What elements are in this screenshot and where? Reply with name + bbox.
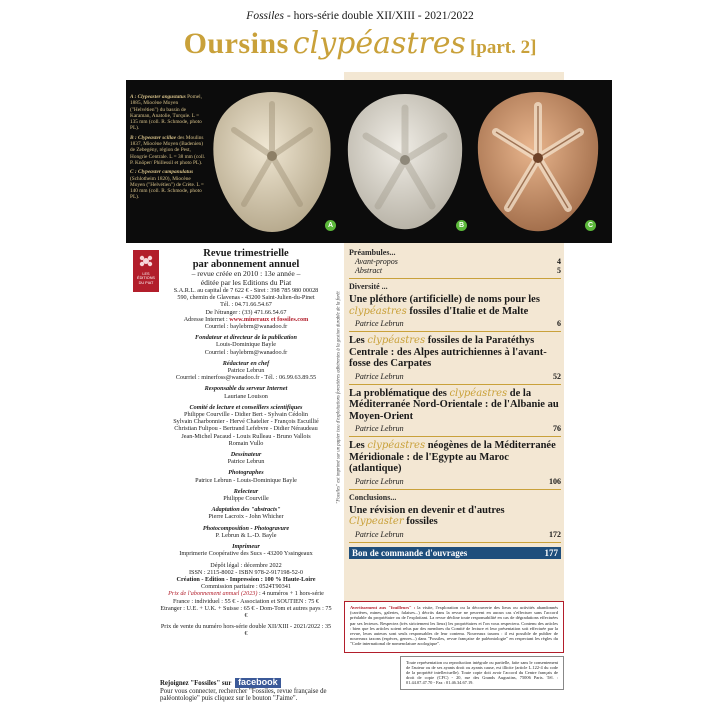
committee-heading: Comité de lecture et conseillers scientifiques bbox=[189, 403, 303, 411]
abstracts-names: Pierre Lacroix - John Whicher bbox=[208, 513, 284, 521]
website: Adresse Internet : www.mineraux et fossiles.com bbox=[183, 315, 309, 323]
committee-line: Romain Vullo bbox=[228, 439, 264, 447]
diversity-heading: Diversité ... bbox=[349, 282, 388, 291]
title-part: [part. 2] bbox=[469, 37, 537, 58]
toc-entry-avant-propos[interactable]: Avant-propos 4 bbox=[355, 257, 561, 266]
badge-a: A bbox=[325, 220, 336, 231]
founder-name: Louis-Dominique Bayle bbox=[216, 341, 276, 349]
committee-line: Jean-Michel Pacaud - Louis Rulleau - Bruno Vallois bbox=[181, 432, 311, 440]
facebook-join: Rejoignez "Fossiles" sur bbox=[160, 680, 232, 687]
server-heading: Responsable du serveur Internet bbox=[204, 385, 288, 393]
toc-article-title[interactable]: Une pléthore (artificielle) de noms pour les clypéastres fossiles d'Italie et de Malte bbox=[349, 294, 540, 317]
conclusion-heading: Conclusions... bbox=[349, 492, 397, 502]
caption-b: B : Clypeaster scillae des Moulins 1837, Miocène Moyen (Badenien) de Zebegény, région de Pest, Hongrie Centrale. L = 38 mm (coll. P. Knöper/ Phillessil et photo PL). bbox=[130, 134, 206, 166]
email-1: Courriel : baylebrm@wanadoo.fr bbox=[204, 323, 288, 331]
badge-c: C bbox=[585, 220, 596, 231]
issue-header bbox=[0, 10, 720, 22]
caption-a: A : Clypeaster angustatus Pomel, 1885, Miocène Moyen ("Helvétien") du bassin de Karaman, Anatolie, Turquie. L = 135 mm (coll. R. Schmode, photo PL). bbox=[130, 94, 202, 132]
toc-order-form[interactable]: Bon de commande d'ouvrages 177 bbox=[349, 547, 561, 559]
preamble-heading: Préambules... bbox=[349, 248, 396, 257]
address: 590, chemin de Glavenas - 43200 Saint-Julien-du-Pinet bbox=[177, 294, 315, 302]
facebook-text: Pour vous connecter, rechercher "Fossiles, revue française de paléontologie" puis cliquez sur le bouton "J'aime". bbox=[160, 687, 327, 703]
publisher-logo bbox=[133, 250, 159, 292]
printer-name: Imprimerie Coopérative des Sucs - 43200 Yssingeaux bbox=[179, 550, 313, 558]
price-france: France : individuel : 55 € - Association et SOUTIEN : 75 € bbox=[172, 597, 320, 605]
fossil-photo-b bbox=[342, 86, 468, 236]
toc-article-title[interactable]: La problématique des clypéastres de la Méditerranée Nord-Orientale : de l'Albanie au Moyen-Orient bbox=[349, 387, 559, 422]
facebook-block bbox=[160, 678, 332, 703]
chief-name: Patrice Lebrun bbox=[227, 367, 265, 375]
email-2: Courriel : baylebrm@wanadoo.fr bbox=[204, 348, 288, 356]
review-created: – revue créée en 2010 : 13e année – bbox=[191, 269, 301, 278]
server-name: Lauriane Louison bbox=[224, 392, 268, 400]
telephone: Tél. : 04.71.66.54.67 bbox=[220, 301, 272, 309]
toc-article-author: Patrice Lebrun 52 bbox=[349, 372, 561, 385]
subscription-price: Prix de l'abonnement annuel (2023) : 4 numéros + 1 hors-série bbox=[168, 590, 324, 598]
facebook-icon[interactable]: facebook bbox=[235, 678, 281, 688]
proofreader-name: Philippe Courville bbox=[223, 495, 269, 503]
caption-c: C : Clypeaster campanulatus (Schlotheim 1820), Miocène Moyen ("Helvétien") de Crète. L = 140 mm (coll. R. Schmode, photo PL). bbox=[130, 169, 204, 201]
toc-conclusion-author: Patrice Lebrun 172 bbox=[349, 530, 561, 543]
photographers-names: Patrice Lebrun - Louis-Dominique Bayle bbox=[195, 476, 297, 484]
magazine-name: Fossiles bbox=[246, 10, 284, 22]
founder-heading: Fondateur et directeur de la publication bbox=[195, 334, 297, 342]
review-publisher: éditée par les Editions du Piat bbox=[200, 277, 292, 287]
designer-name: Patrice Lebrun bbox=[227, 458, 265, 466]
toc-article-author: Patrice Lebrun 106 bbox=[349, 477, 561, 490]
flower-icon bbox=[133, 250, 159, 272]
photocomp-heading: Photocomposition - Photogravure bbox=[202, 524, 290, 532]
toc-conclusion-title[interactable]: Une révision en devenir et d'autres Clypeaster fossiles bbox=[349, 504, 505, 527]
designer-heading: Dessinateur bbox=[230, 451, 262, 459]
website-link[interactable]: www.mineraux et fossiles.com bbox=[229, 315, 309, 323]
commission: Commission paritaire : 0524T90341 bbox=[201, 583, 291, 591]
logo-text: LES ÉDITIONS DU PIAT bbox=[137, 272, 155, 285]
fossil-photo-a bbox=[208, 86, 336, 236]
sarl-info: S.A.R.L. au capital de 7 622 € - Siret : 398 785 980 00028 bbox=[173, 287, 319, 294]
proofreader-heading: Relecteur bbox=[233, 487, 259, 495]
photocomp-names: P. Lebrun & L.-D. Bayle bbox=[215, 531, 277, 539]
warning-notice: Avertissement aux "fouilleurs" : la visite, l'exploration ou la découverte des lieux ou activités abandonnés (carrières, mines, galeries, falaises...) décrits dans la revue ne peuvent en aucun cas s'effectuer sans l'accord préalable du propriétaire ou de l'exploitant. La revue décline toute responsabilité en cas de dégradations effectuées par ses lecteurs. Respectez (très strictement les lieux) les propriétaires et l'on vous respectera. Contenu des articles : bien que les articles soient relus par des membres du Comité de lecture et leur présentation soit effectuée par la revue, leurs auteurs sont seuls responsables de leur contenu. Nouveaux taxons : il est possible de publier de nouveaux taxons (espèces, genres...) dans "Fossiles, revue française de paléontologie" en respectant les règles du "Code international de nomenclature zoologique". bbox=[344, 601, 564, 653]
printer-heading: Imprimeur bbox=[232, 543, 260, 551]
creation-line: Création - Edition - Impression : 100 % Haute-Loire bbox=[176, 575, 316, 583]
legal-deposit: Dépôt légal : décembre 2022 bbox=[210, 561, 282, 569]
issn: ISSN : 2115-8002 - ISBN 978-2-917198-52-0 bbox=[188, 568, 304, 576]
committee-line: Christian Fulipou - Bertrand Lefebvre - Didier Néraudeau bbox=[174, 425, 318, 433]
page-title bbox=[0, 26, 720, 61]
title-clypeastres: clypéastres bbox=[292, 26, 466, 61]
committee-line: Philippe Courville - Didier Bert - Sylvain Cédolin bbox=[184, 411, 308, 419]
toc-article-title[interactable]: Les clypéastres fossiles de la Paratéthys Centrale : des Alpes autrichiennes à l'avant-fosse des Carpates bbox=[349, 335, 547, 369]
table-of-contents bbox=[349, 248, 561, 559]
foreign-phone: De l'étranger : (33) 471.66.54.67 bbox=[205, 308, 287, 316]
copyright-notice: Toute représentation ou reproduction intégrale ou partielle, faite sans le consentement de l'auteur ou de ses ayants droit ou ayants cause, est illicite (article L.122-4 du code de la propriété intellectuelle). Toute copie doit avoir l'accord du Centre français de droit de copie (CFC) - 20, rue des Grands Augustins, 75006 Paris. Tél. : 01.44.07.47.70 - Fax : 01.46.34.67.19. bbox=[400, 656, 564, 690]
chief-heading: Rédacteur en chef bbox=[222, 359, 270, 367]
badge-b: B bbox=[456, 220, 467, 231]
photo-captions bbox=[130, 94, 206, 204]
toc-entry-abstract[interactable]: Abstract 5 bbox=[349, 266, 561, 279]
colophon bbox=[160, 248, 332, 638]
issue-info: - hors-série double XII/XIII - 2021/2022 bbox=[286, 10, 474, 22]
review-title-2: par abonnement annuel bbox=[192, 259, 300, 270]
toc-article-author: Patrice Lebrun 76 bbox=[349, 424, 561, 437]
review-title-1: Revue trimestrielle bbox=[203, 248, 289, 259]
photographers-heading: Photographes bbox=[228, 469, 264, 477]
abstracts-heading: Adaptation des "abstracts" bbox=[211, 506, 281, 514]
chief-contact: Courriel : minerfoss@wanadoo.fr - Tél. : 06.99.63.89.55 bbox=[175, 374, 317, 382]
sale-price: Prix de vente du numéro hors-série double XII/XIII - 2021/2022 : 35 € bbox=[160, 623, 332, 638]
fossil-photo-c bbox=[472, 86, 604, 236]
toc-article-author: Patrice Lebrun 6 bbox=[349, 319, 561, 332]
committee-line: Sylvain Charbonnier - Hervé Chatelier - François Escuillié bbox=[173, 418, 319, 426]
toc-article-title[interactable]: Les clypéastres néogènes de la Méditerranée Méridionale : de l'Egypte au Maroc (atlantique) bbox=[349, 440, 556, 474]
side-note: "Fossiles" est imprimé sur un papier issu d'exploitations forestières adhérentes à la gestion durable de la forêt bbox=[336, 291, 342, 504]
price-foreign: Etranger : U.E. + U.K. + Suisse : 65 € - Dom-Tom et autres pays : 75 € bbox=[160, 604, 332, 619]
title-oursins: Oursins bbox=[183, 27, 289, 60]
